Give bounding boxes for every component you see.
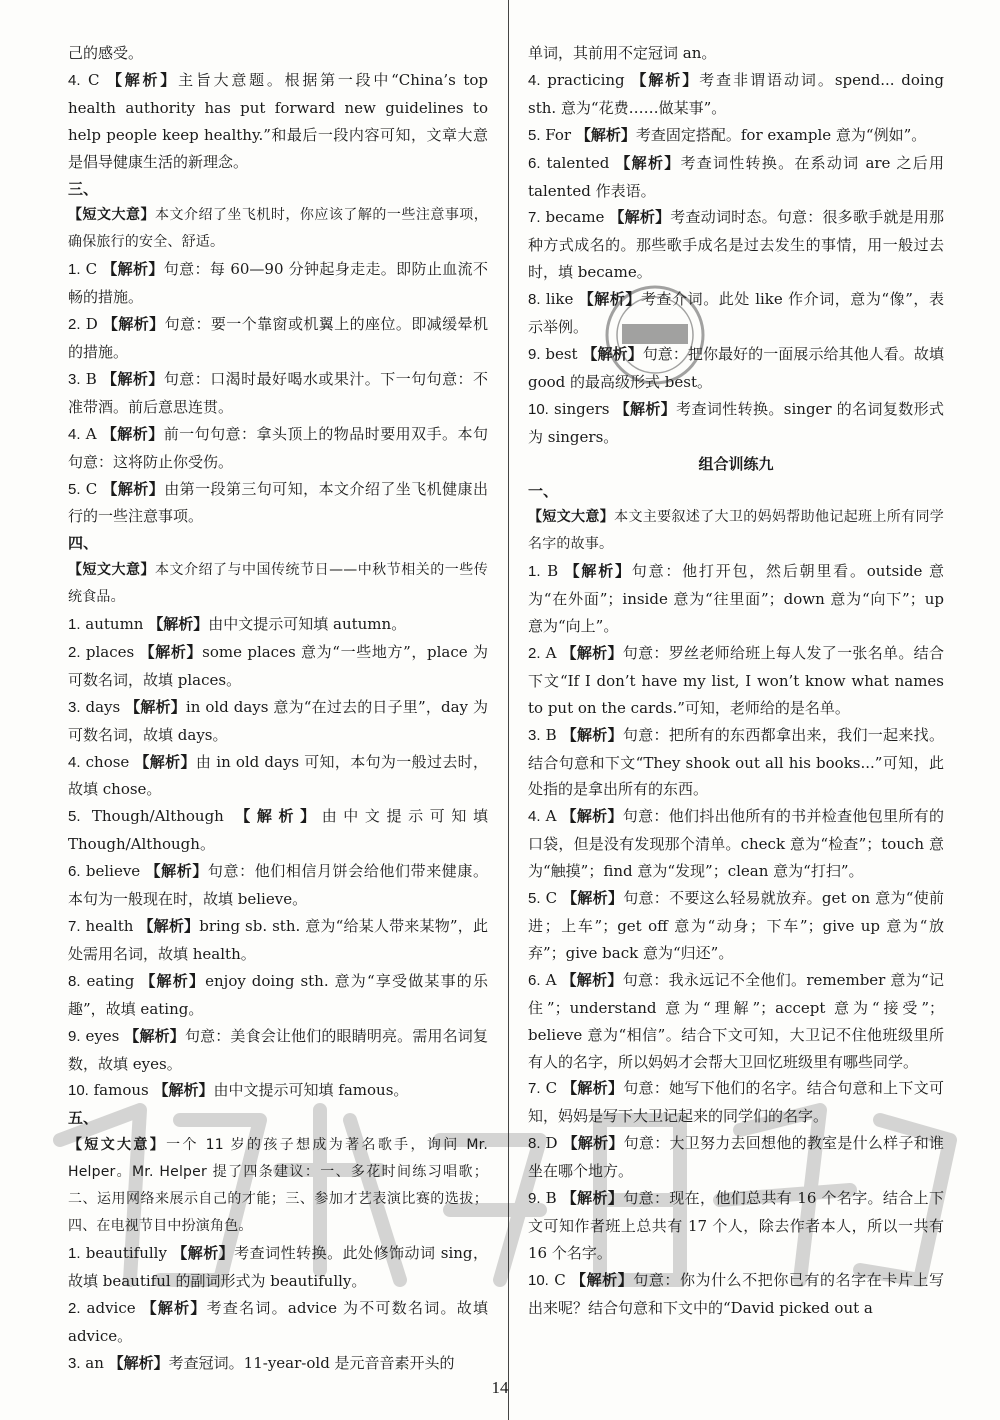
- item-answer: practicing: [540, 70, 632, 89]
- item-answer: C: [80, 260, 103, 279]
- item-answer: became: [540, 208, 610, 227]
- analysis-tag: 【解析】: [102, 479, 165, 498]
- item-answer: health: [80, 917, 139, 935]
- analysis-text: 句意：罗丝老师给班上每人发了一张名单。结合下文“If I don’t have my list, I won’t know what names to put on the cards.”可知，老师给的是名单。: [528, 643, 944, 717]
- item-number: 9.: [528, 345, 541, 363]
- analysis-text: 句意：他们抖出他所有的书并检查他包里所有的口袋，但是没有发现那个清单。check 意为“检查”；touch 意为“触摸”；find 意为“发现”；clean 意为“打扫”。: [528, 807, 944, 881]
- exercise-title: 组合训练九: [698, 454, 774, 473]
- answer-item: [68, 611, 488, 639]
- summary-paragraph: [68, 557, 488, 611]
- item-number: 9.: [528, 1190, 541, 1208]
- analysis-text: 句意：你为什么不把你已有的名字在卡片上写出来呢？结合句意和下文中的“David picked out a: [528, 1270, 944, 1317]
- item-number: 7.: [528, 1080, 541, 1098]
- analysis-tag: 【解析】: [564, 562, 632, 581]
- answer-item: [68, 858, 488, 913]
- analysis-text: 句意：大卫努力去回想他的教室是什么样子和谁坐在哪个地方。: [528, 1134, 944, 1181]
- item-answer: eyes: [80, 1026, 125, 1045]
- item-number: 4.: [528, 808, 541, 826]
- item-number: 2.: [528, 644, 541, 662]
- item-number: 4.: [528, 71, 541, 89]
- item-answer: believe: [80, 862, 146, 881]
- item-number: 1.: [68, 1244, 81, 1262]
- item-answer: advice: [80, 1298, 142, 1317]
- analysis-tag: 【解析】: [571, 1270, 634, 1289]
- item-answer: C: [540, 889, 563, 908]
- answer-item: [68, 1023, 488, 1078]
- analysis-tag: 【解析】: [562, 1079, 624, 1098]
- analysis-text: 考查介词。此处 like 作介词，意为“像”，表示举例。: [528, 290, 944, 337]
- analysis-text: 句意：他们相信月饼会给他们带来健康。本句为一般现在时，故填 believe。: [68, 862, 488, 909]
- analysis-text: 由中文提示可知填 Though/Although。: [68, 807, 488, 854]
- analysis-tag: 【解析】: [107, 70, 179, 89]
- item-number: 6.: [528, 154, 541, 172]
- answer-item: [528, 803, 944, 885]
- item-number: 3.: [68, 370, 81, 388]
- item-number: 5.: [68, 808, 81, 826]
- section-heading: 四、: [68, 534, 99, 553]
- analysis-text: 考查词性转换。此处修饰动词 sing，故填 beautiful 的副词形式为 beautifully。: [68, 1243, 488, 1290]
- item-number: 3.: [528, 726, 541, 744]
- section-heading: 五、: [68, 1109, 99, 1128]
- item-number: 9.: [68, 1027, 81, 1045]
- analysis-text: 主旨大意题。根据第一段中“China’s top health authority has put forward new guidelines to help people keep healthy.”和最后一段内容可知，文章大意是倡导健康生活的新理念。: [68, 70, 488, 171]
- item-answer: eating: [80, 971, 141, 990]
- analysis-tag: 【解析】: [575, 125, 636, 144]
- analysis-text: 句意：我永远记不全他们。remember 意为“记住”；understand 意为“理解”；accept 意为“接受”；believe 意为“相信”。结合下文可知，大卫记不住他班级里所有人的名字，所以妈妈才会帮大卫回忆班级里有哪些同学。: [528, 970, 944, 1071]
- analysis-text: 由第一段第三句可知，本文介绍了坐飞机健康出行的一些注意事项。: [68, 479, 488, 526]
- item-answer: days: [80, 697, 126, 716]
- item-number: 6.: [528, 971, 541, 989]
- answer-item: [528, 122, 944, 150]
- item-number: 4.: [68, 425, 81, 443]
- item-number: 1.: [528, 563, 541, 581]
- analysis-text: some places 意为“一些地方”，place 为可数名词，故填 places。: [68, 642, 488, 689]
- summary-tag: 【短文大意】: [68, 207, 155, 224]
- answer-item: [528, 1075, 944, 1130]
- analysis-text: 由中文提示可知填 famous。: [213, 1081, 409, 1100]
- answer-item: [528, 885, 944, 967]
- analysis-tag: 【解析】: [561, 725, 623, 744]
- analysis-text: 考查词性转换。singer 的名词复数形式为 singers。: [528, 399, 944, 446]
- analysis-tag: 【解析】: [140, 971, 206, 990]
- item-number: 1.: [68, 261, 81, 279]
- analysis-tag: 【解析】: [124, 1026, 185, 1045]
- item-number: 3.: [68, 698, 81, 716]
- item-answer: Though/Although: [80, 807, 236, 826]
- item-number: 10.: [528, 1271, 549, 1289]
- answer-item: [528, 1267, 944, 1322]
- summary-text: 本文主要叙述了大卫的妈妈帮助他记起班上所有同学名字的故事。: [528, 509, 944, 553]
- summary-text: 本文介绍了坐飞机时，你应该了解的一些注意事项，确保旅行的安全、舒适。: [68, 207, 489, 251]
- analysis-tag: 【解析】: [172, 1243, 235, 1262]
- analysis-tag: 【解析】: [141, 1298, 207, 1317]
- analysis-text: 由 in old days 可知，本句为一般过去时，故填 chose。: [68, 752, 489, 799]
- answer-item: [68, 1295, 488, 1350]
- analysis-tag: 【解析】: [561, 970, 623, 989]
- analysis-text: 句意：把你最好的一面展示给其他人看。故填 good 的最高级形式 best。: [528, 344, 944, 391]
- analysis-text: 考查动词时态。句意：很多歌手就是用那种方式成名的。那些歌手成名是过去发生的事情，用一般过去时，填 became。: [528, 208, 944, 282]
- answer-item: [528, 640, 944, 722]
- summary-paragraph: [528, 504, 944, 558]
- analysis-text: 句意：口渴时最好喝水或果汁。下一句句意：不准带酒。前后意思连贯。: [68, 369, 488, 416]
- left-column: [68, 40, 488, 1377]
- summary-tag: 【短文大意】: [68, 1137, 167, 1154]
- analysis-text: 考查非谓语动词。spend... doing sth. 意为“花费……做某事”。: [528, 70, 944, 117]
- analysis-tag: 【解析】: [561, 1189, 624, 1208]
- answer-item: [528, 1130, 944, 1185]
- analysis-tag: 【解析】: [145, 862, 208, 881]
- analysis-tag: 【解析】: [578, 290, 641, 309]
- analysis-tag: 【解析】: [561, 807, 623, 826]
- item-number: 6.: [68, 863, 81, 881]
- summary-paragraph: [68, 1132, 488, 1240]
- analysis-tag: 【解析】: [614, 399, 677, 418]
- summary-tag: 【短文大意】: [528, 509, 615, 526]
- analysis-text: 考查固定搭配。for example 意为“例如”。: [635, 125, 927, 144]
- analysis-tag: 【解析】: [101, 424, 164, 443]
- analysis-text: 考查词性转换。在系动词 are 之后用 talented 作表语。: [528, 153, 944, 200]
- summary-text: 一个 11 岁的孩子想成为著名歌手，询问 Mr. Helper。Mr. Helper 提了四条建议：一、多花时间练习唱歌；二、运用网络来展示自己的才能；三、参加才艺表演比赛的选拔；四、在电视节目中扮演角色。: [68, 1137, 488, 1234]
- item-number: 2.: [68, 643, 81, 661]
- item-number: 4.: [68, 71, 81, 89]
- analysis-tag: 【解析】: [562, 1134, 624, 1153]
- answer-item: [528, 286, 944, 341]
- answer-item: [528, 396, 944, 451]
- item-number: 7.: [68, 918, 81, 935]
- answer-item: [68, 67, 488, 176]
- item-answer: C: [548, 1270, 572, 1289]
- continued-text: 单词，其前用不定冠词 an。: [528, 44, 717, 62]
- analysis-text: 句意：她写下他们的名字。结合句意和上下文可知，妈妈是写下大卫记起来的同学们的名字。: [528, 1079, 944, 1126]
- item-answer: A: [540, 807, 562, 826]
- item-answer: B: [540, 1189, 562, 1208]
- analysis-text: 句意：把所有的东西都拿出来，我们一起来找。结合句意和下文“They shook out all his books...”可知，此处指的是拿出所有的东西。: [528, 725, 944, 799]
- item-answer: C: [540, 1079, 563, 1098]
- item-number: 1.: [68, 616, 81, 634]
- item-answer: best: [540, 344, 583, 363]
- item-number: 4.: [68, 753, 81, 771]
- answer-item: [528, 967, 944, 1076]
- answer-item: [68, 1350, 488, 1378]
- item-number: 2.: [68, 316, 81, 334]
- answer-item: [528, 558, 944, 640]
- answer-item: [528, 204, 944, 286]
- item-number: 8.: [528, 1135, 541, 1153]
- item-answer: chose: [80, 752, 135, 771]
- item-number: 10.: [68, 1082, 89, 1100]
- analysis-tag: 【解析】: [561, 643, 623, 662]
- analysis-text: bring sb. sth. 意为“给某人带来某物”，此处需用名词，故填 health。: [68, 917, 488, 963]
- item-answer: B: [540, 562, 565, 581]
- analysis-tag: 【解析】: [102, 315, 165, 334]
- answer-item: [68, 803, 488, 858]
- continued-text: 己的感受。: [68, 44, 144, 62]
- item-answer: A: [540, 970, 562, 989]
- item-answer: B: [80, 369, 102, 388]
- answer-item: [68, 256, 488, 311]
- answer-item: [68, 476, 488, 531]
- item-number: 5.: [528, 126, 541, 144]
- section-heading: 三、: [68, 179, 99, 198]
- answer-item: [528, 722, 944, 804]
- answer-item: [528, 1185, 944, 1267]
- analysis-text: in old days 意为“在过去的日子里”，day 为可数名词，故填 days。: [68, 697, 488, 744]
- item-number: 7.: [528, 209, 541, 227]
- item-number: 5.: [528, 890, 541, 908]
- item-answer: For: [540, 125, 576, 144]
- right-column: [528, 40, 944, 1322]
- item-answer: famous: [88, 1081, 154, 1100]
- summary-text: 本文介绍了与中国传统节日——中秋节相关的一些传统食品。: [68, 562, 488, 606]
- analysis-tag: 【解析】: [138, 917, 200, 935]
- answer-item: [68, 311, 488, 366]
- answer-item: [68, 913, 488, 968]
- answer-item: [68, 968, 488, 1023]
- analysis-tag: 【解析】: [148, 615, 209, 634]
- item-answer: B: [540, 725, 562, 744]
- item-answer: C: [80, 479, 103, 498]
- item-answer: singers: [548, 399, 615, 418]
- analysis-text: 考查名词。advice 为不可数名词。故填 advice。: [68, 1298, 488, 1345]
- analysis-text: 句意：每 60—90 分钟起身走走。即防止血流不畅的措施。: [68, 260, 488, 307]
- summary-paragraph: [68, 202, 488, 256]
- answer-item: [68, 421, 488, 476]
- analysis-text: 考查冠词。11-year-old 是元音音素开头的: [168, 1353, 455, 1372]
- item-answer: talented: [540, 153, 616, 172]
- analysis-text: 由中文提示可知填 autumn。: [208, 615, 407, 634]
- analysis-tag: 【解析】: [235, 807, 322, 826]
- answer-item: [68, 1240, 488, 1295]
- summary-tag: 【短文大意】: [68, 562, 156, 579]
- analysis-tag: 【解析】: [134, 752, 196, 771]
- analysis-tag: 【解析】: [139, 642, 203, 661]
- answer-item: [528, 67, 944, 122]
- item-answer: autumn: [80, 615, 149, 634]
- analysis-text: enjoy doing sth. 意为“享受做某事的乐趣”，故填 eating。: [68, 971, 488, 1018]
- analysis-tag: 【解析】: [102, 369, 164, 388]
- item-answer: C: [80, 70, 108, 89]
- item-number: 2.: [68, 1299, 81, 1317]
- analysis-tag: 【解析】: [609, 208, 671, 227]
- analysis-tag: 【解析】: [153, 1081, 214, 1100]
- analysis-tag: 【解析】: [562, 889, 624, 908]
- analysis-text: 句意：要一个靠窗或机翼上的座位。即减缓晕机的措施。: [68, 315, 488, 361]
- answer-item: [68, 1077, 488, 1105]
- answer-item: [528, 150, 944, 205]
- answer-item: [528, 341, 944, 396]
- section-heading: 一、: [528, 481, 559, 500]
- item-answer: A: [80, 424, 102, 443]
- item-answer: places: [80, 642, 140, 661]
- item-number: 3.: [68, 1354, 81, 1372]
- item-number: 10.: [528, 400, 549, 418]
- item-answer: A: [540, 643, 562, 662]
- analysis-text: 句意：美食会让他们的眼睛明亮。需用名词复数，故填 eyes。: [68, 1026, 488, 1073]
- answer-item: [68, 639, 488, 694]
- item-answer: an: [80, 1353, 109, 1372]
- analysis-tag: 【解析】: [615, 153, 681, 172]
- item-answer: D: [540, 1134, 563, 1153]
- analysis-tag: 【解析】: [108, 1353, 169, 1372]
- item-answer: like: [540, 290, 579, 309]
- item-number: 8.: [68, 972, 81, 990]
- item-number: 5.: [68, 480, 81, 498]
- page-number: 14: [491, 1378, 509, 1398]
- analysis-tag: 【解析】: [631, 70, 700, 89]
- analysis-text: 前一句句意：拿头顶上的物品时要用双手。本句句意：这将防止你受伤。: [68, 424, 488, 471]
- analysis-tag: 【解析】: [582, 344, 643, 363]
- answer-item: [68, 694, 488, 749]
- analysis-tag: 【解析】: [125, 697, 186, 716]
- analysis-text: 句意：现在，他们总共有 16 个名字。结合上下文可知作者班上总共有 17 个人，除去作者本人，所以一共有 16 个名字。: [528, 1189, 944, 1262]
- answer-item: [68, 366, 488, 421]
- item-number: 8.: [528, 291, 541, 309]
- item-answer: D: [80, 315, 103, 334]
- answer-item: [68, 749, 488, 804]
- analysis-tag: 【解析】: [102, 260, 164, 279]
- analysis-text: 句意：他打开包，然后朝里看。outside 意为“在外面”；inside 意为“往里面”；down 意为“向下”；up 意为“向上”。: [528, 562, 944, 636]
- analysis-text: 句意：不要这么轻易就放弃。get on 意为“使前进；上车”；get off 意为“动身；下车”；give up 意为“放弃”；give back 意为“归还”。: [528, 889, 944, 962]
- item-answer: beautifully: [80, 1243, 173, 1262]
